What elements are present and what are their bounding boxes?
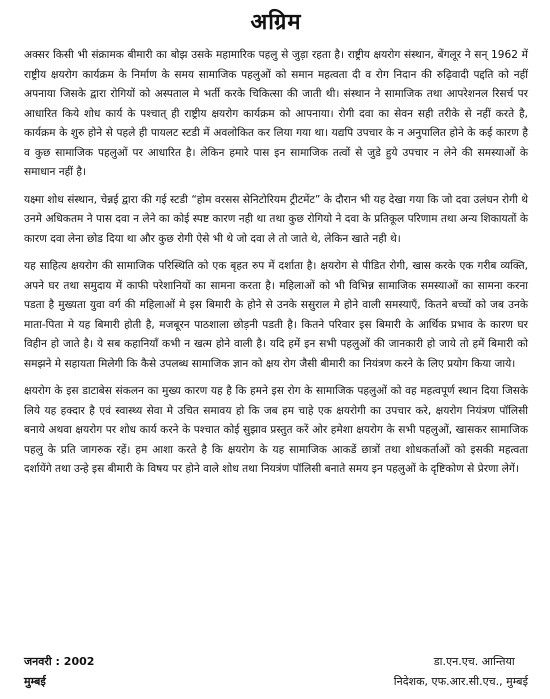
signatory-title: निदेशक, एफ.आर.सी.एच., मुम्बई [393,675,528,688]
place-text: मुम्बई [24,675,46,688]
signatory [394,652,528,692]
paragraph-4: क्षयरोग के इस डाटाबेस संकलन का मुख्य कारण यह है कि हमने इस रोग के सामाजिक पहलुओं को वह महत्वपूर्ण स्थान दिया जिसके लिये यह हक्दार है एवं स्वास्थ्य सेवा मे उचित समावय हो कि जब हम चाहे एक क्षयरोगी का उपचार करे, क्षयरोग नियंत्रण पॉलिसी बनाये अथवा क्षयरोग पर शोध कार्य करने के पश्चात कोई सुझाव प्रस्तुत करें ओर हमेशा क्षयरोग के सभी पहलुओं, खासकर सामाजिक पहलु के प्रति जागरुक रहें। हम आशा करते है कि क्षयरोग के यह सामाजिक आकडें छात्रों तथा शोधकर्ताओं को इसकी महत्वता दर्शायेंगे तथा उन्हे इस बीमारी के विषय पर होने वाले शोध तथा नियत्रंण पॉलिसी बनाते समय इन पहलुओं के दृष्टिकोण से प्रेरणा लेगें। [24,385,528,475]
page-title: अग्रिम [250,9,302,35]
signature-block [24,652,528,692]
date-text: जनवरी : 2002 [24,655,95,668]
paragraph-1: अक्सर किसी भी संक्रामक बीमारी का बोझ उसके महामारिक पहलु से जुड़ा रहता है। राष्ट्रीय क्षयरोग संस्थान, बेंगलूर ने सन् 1962 में राष्ट्रीय क्षयरोग कार्यक्रम के निर्माण के समय सामाजिक पहलुओं को समान महत्वता दी व रोग निदान की रुढ़िवादी पद्दति को नहीं अपनाया जिसके द्वारा रोगियों को अस्पताल मे भर्ती करके चिकित्सा की जाती थी। संस्थान ने सामाजिक तथा आपरेशनल रिसर्च पर आधारित किये शोध कार्य के पश्चात् ही राष्ट्रीय क्षयरोग कार्यक्रम को आपनाया। रोगी दवा का सेवन सही तरीके से नहीं करते है, कार्यक्रम के शुरु होने से पहले ही पायलट स्टडी में अवलोकित कर लिया गया था। यद्यपि उपचार के न अनुपालित होने के कई कारण है व कुछ सामाजिक पहलुओं पर आधारित है। लेकिन हमारे पास इन सामाजिक तत्वों से जुडे हुये उपचार न लेने की समस्याओं के समाधान नहीं है। [24,49,528,178]
signatory-name: डा.एन.एच. आन्तिया [433,655,515,668]
paragraph-2: यक्ष्मा शोध संस्थान, चेन्नई द्वारा की गई स्टडी “होम वरसस सेनिटोरियम ट्रीटमेंट” के दौरान भी यह देखा गया कि जो दवा उलंघन रोगी थे उनमे अधिकतम ने पास दवा न लेने का कोई स्पष्ट कारण नही था तथा कुछ रोगियो ने दवा के प्रतिकूल परिणाम तथा अन्य शिकायतों के कारण दवा लेना छोड दिया था और कुछ रोगी ऐसे भी थे जो दवा ले तो जाते थे, लेकिन खाते नही थे। [24,193,528,245]
date-place [24,652,94,692]
paragraph-3: यह साहित्य क्षयरोग की सामाजिक परिस्थिति को एक बृहत रुप में दर्शाता है। क्षयरोग से पीडित रोगी, खास करके एक गरीब व्यक्ति, अपने घर तथा समुदाय में काफी परेशानियों का सामना करता है। महिलाओं को भी विभिन्न सामाजिक समस्याओं का सामना करना पडता है मुख्यता युवा वर्ग की महिलाओं मे इस बिमारी के होने से उनके ससुराल मे होने वाली समस्याएँ, कितने बच्चों को जब उनके माता-पिता मे यह बिमारी होती है, मजबूरन पाठशाला छोड़नी पडती है। कितने परिवार इस बिमारी के आर्थिक प्रभाव के कारण घर विहीन हो जाते है। ये सब कहानियाँ कभी न खत्म होने वाली है। यदि हमें इन सभी पहलुओं की जानकारी हो जाये तो हमें बिमारी को समझने मे सहायता मिलेगी कि कैसे उपलब्ध सामाजिक ज्ञान को क्षय रोग जैसी बीमारी का नियंत्रण करने के लिए प्रयोग किया जाये। [24,260,528,370]
